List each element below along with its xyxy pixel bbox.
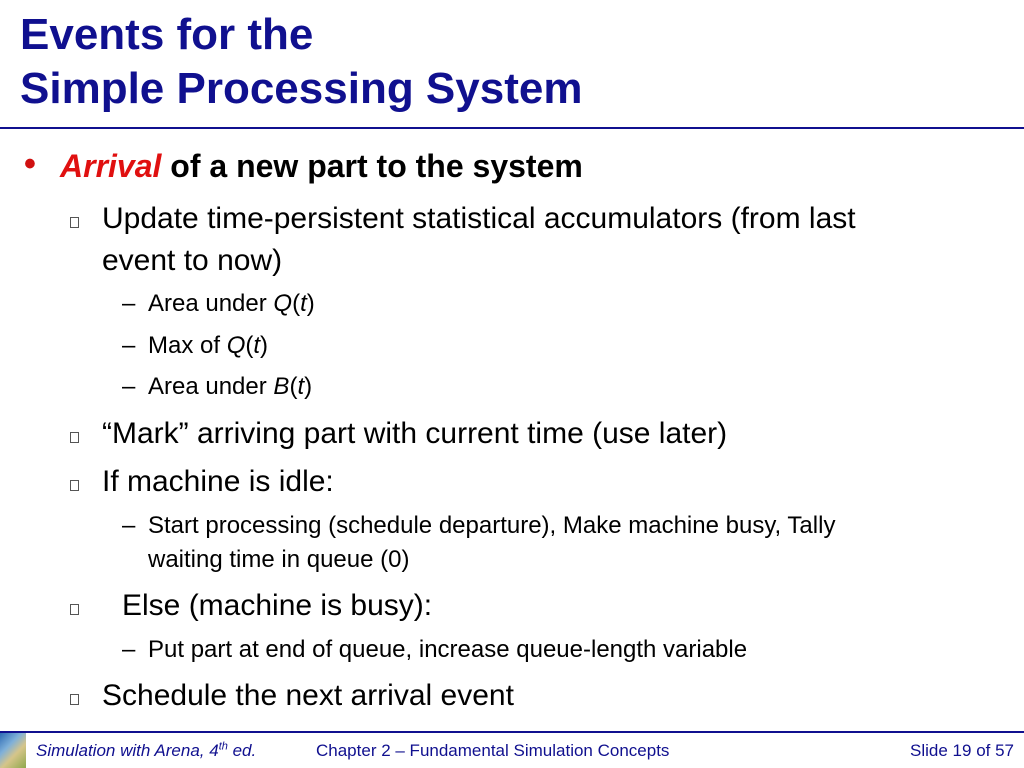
area-b-paren-close: ) (304, 373, 313, 400)
book-title-text: Simulation with Arena, 4 (36, 741, 219, 760)
update-line-1: Update time-persistent statistical accumulators (from last (102, 202, 856, 235)
area-q-var: Q (273, 290, 293, 317)
max-q-text: Max of (148, 332, 227, 359)
max-q-t: t (253, 332, 261, 359)
dash-bullet-icon: – (122, 290, 136, 317)
schedule-text: Schedule the next arrival event (102, 679, 514, 712)
start-line-1: Start processing (schedule departure), Make machine busy, Tally (148, 512, 836, 539)
square-bullet-icon (70, 694, 79, 705)
footer-slide-number: Slide 19 of 57 (910, 741, 1014, 760)
area-b-text: Area under (148, 373, 274, 400)
max-q-var: Q (226, 332, 246, 359)
area-b-t: t (297, 373, 305, 400)
arrival-term: Arrival (60, 148, 162, 184)
arena-logo-icon (0, 733, 26, 768)
square-bullet-icon (70, 432, 79, 443)
slide-footer (0, 733, 1024, 768)
book-title-sup: th (218, 740, 228, 753)
footer-chapter: Chapter 2 – Fundamental Simulation Concepts (316, 741, 670, 760)
square-bullet-icon (70, 480, 79, 491)
dash-bullet-icon: – (122, 512, 136, 539)
square-bullet-icon (70, 217, 79, 228)
area-q-paren-close: ) (306, 290, 315, 317)
title-line-1: Events for the (20, 10, 314, 59)
idle-text: If machine is idle: (102, 465, 334, 498)
put-text: Put part at end of queue, increase queue-length variable (148, 636, 748, 663)
max-q-paren-close: ) (260, 332, 269, 359)
max-q-paren-open: ( (245, 332, 254, 359)
area-q-text: Area under (148, 290, 274, 317)
else-text: Else (machine is busy): (122, 589, 433, 622)
footer-book-title (36, 741, 256, 761)
dash-bullet-icon: – (122, 332, 136, 359)
area-q-paren-open: ( (292, 290, 301, 317)
square-bullet-icon (70, 604, 79, 615)
update-line-2: event to now) (102, 244, 283, 277)
start-line-2: waiting time in queue (0) (148, 546, 410, 573)
book-title-ed: ed. (227, 741, 257, 760)
mark-text: “Mark” arriving part with current time (use later) (102, 417, 728, 450)
arrival-rest: of a new part to the system (161, 148, 583, 184)
area-q-t: t (300, 290, 307, 317)
title-line-2: Simple Processing System (20, 64, 583, 113)
dash-bullet-icon: – (122, 636, 136, 663)
area-b-var: B (273, 373, 290, 400)
area-b-paren-open: ( (289, 373, 298, 400)
dash-bullet-icon: – (122, 373, 136, 400)
bullet-dot-icon: • (24, 145, 36, 183)
